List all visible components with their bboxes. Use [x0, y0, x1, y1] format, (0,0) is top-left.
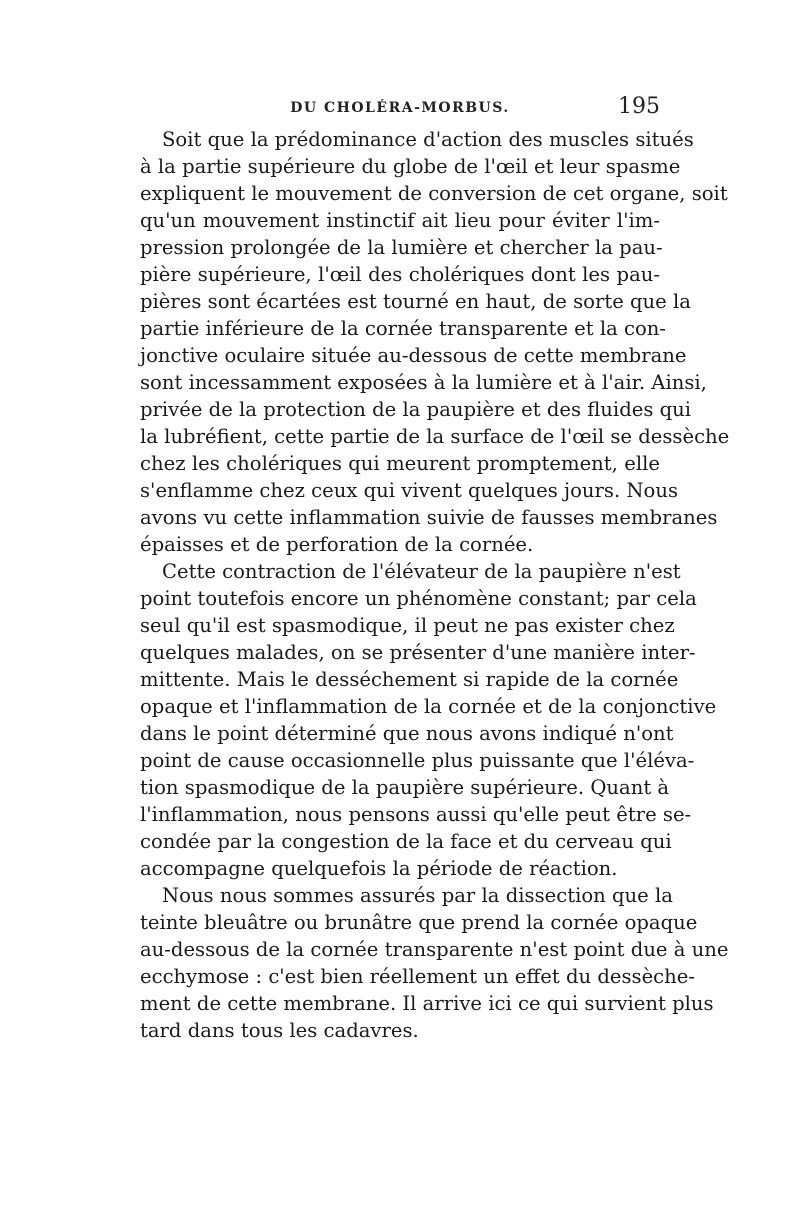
- text-line: pières sont écartées est tourné en haut, de sorte que la: [140, 290, 691, 313]
- text-line: Soit que la prédominance d'action des muscles situés: [162, 128, 694, 151]
- text-line: point de cause occasionnelle plus puissante que l'éléva-: [140, 749, 695, 772]
- text-line: pression prolongée de la lumière et chercher la pau-: [140, 236, 663, 259]
- text-line: épaisses et de perforation de la cornée.: [140, 533, 534, 556]
- text-line: l'inflammation, nous pensons aussi qu'elle peut être se-: [140, 803, 692, 826]
- paragraph: [140, 126, 730, 558]
- body-text: [140, 126, 730, 1044]
- paragraph: [140, 558, 717, 882]
- text-line: dans le point déterminé que nous avons indiqué n'ont: [140, 722, 674, 745]
- text-line: privée de la protection de la paupière et des fluides qui: [140, 398, 692, 421]
- text-line: chez les cholériques qui meurent promptement, elle: [140, 452, 660, 475]
- text-line: teinte bleuâtre ou brunâtre que prend la cornée opaque: [140, 911, 698, 934]
- text-line: Nous nous sommes assurés par la dissection que la: [162, 884, 673, 907]
- text-line: mittente. Mais le desséchement si rapide de la cornée: [140, 668, 679, 691]
- page-header: [140, 96, 660, 122]
- text-line: qu'un mouvement instinctif ait lieu pour éviter l'im-: [140, 209, 660, 232]
- text-line: tion spasmodique de la paupière supérieure. Quant à: [140, 776, 670, 799]
- text-line: avons vu cette inflammation suivie de fausses membranes: [140, 506, 718, 529]
- text-line: ecchymose : c'est bien réellement un effet du dessèche-: [140, 965, 695, 988]
- text-line: pière supérieure, l'œil des cholériques dont les pau-: [140, 263, 660, 286]
- page-number: 195: [618, 94, 660, 119]
- text-line: accompagne quelquefois la période de réaction.: [140, 857, 618, 880]
- text-line: au-dessous de la cornée transparente n'est point due à une: [140, 938, 729, 961]
- paragraph: [140, 882, 729, 1044]
- text-line: ment de cette membrane. Il arrive ici ce qui survient plus: [140, 992, 714, 1015]
- text-line: s'enflamme chez ceux qui vivent quelques jours. Nous: [140, 479, 679, 502]
- text-line: partie inférieure de la cornée transparente et la con-: [140, 317, 667, 340]
- text-line: expliquent le mouvement de conversion de cet organe, soit: [140, 182, 728, 205]
- running-title: DU CHOLÉRA-MORBUS.: [290, 100, 510, 116]
- text-line: point toutefois encore un phénomène constant; par cela: [140, 587, 697, 610]
- text-line: seul qu'il est spasmodique, il peut ne pas exister chez: [140, 614, 675, 637]
- text-line: opaque et l'inflammation de la cornée et de la conjonctive: [140, 695, 717, 718]
- text-line: sont incessamment exposées à la lumière et à l'air. Ainsi,: [140, 371, 707, 394]
- text-line: jonctive oculaire située au-dessous de cette membrane: [140, 344, 687, 367]
- text-line: quelques malades, on se présenter d'une manière inter-: [140, 641, 696, 664]
- text-line: tard dans tous les cadavres.: [140, 1019, 419, 1042]
- text-line: à la partie supérieure du globe de l'œil et leur spasme: [140, 155, 681, 178]
- text-line: Cette contraction de l'élévateur de la paupière n'est: [162, 560, 681, 583]
- text-line: condée par la congestion de la face et du cerveau qui: [140, 830, 672, 853]
- text-line: la lubréfient, cette partie de la surface de l'œil se dessèche: [140, 425, 730, 448]
